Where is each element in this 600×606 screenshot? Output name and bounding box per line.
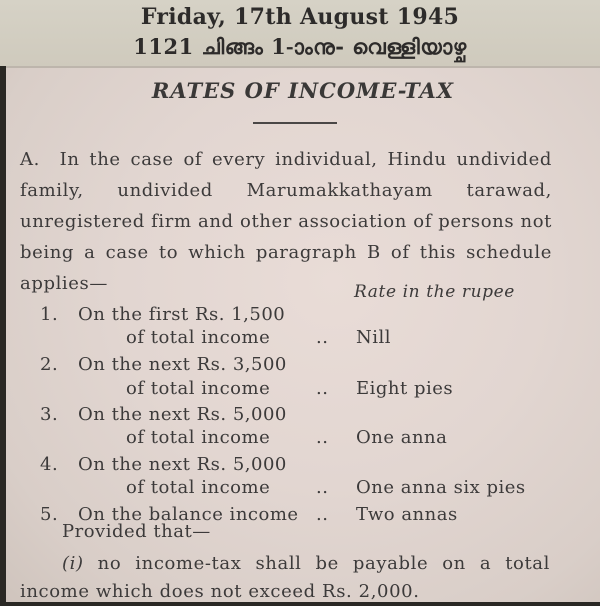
title-divider bbox=[253, 122, 337, 124]
date-header bbox=[0, 0, 600, 66]
row-bracket: On the next Rs. 3,500 bbox=[78, 354, 287, 375]
date-line: Friday, 17th August 1945 bbox=[140, 4, 460, 30]
row-number: 4. bbox=[40, 454, 59, 475]
document-page bbox=[6, 66, 600, 602]
proviso-clause bbox=[20, 550, 550, 606]
leader-dots: .. bbox=[316, 504, 329, 525]
row-bracket: On the next Rs. 5,000 bbox=[78, 404, 287, 425]
leader-dots: .. bbox=[316, 427, 329, 448]
clause-number: (i) bbox=[62, 553, 84, 574]
leader-dots: .. bbox=[316, 477, 329, 498]
row-number: 2. bbox=[40, 354, 59, 375]
row-number: 5. bbox=[40, 504, 59, 525]
paragraph-a bbox=[20, 144, 552, 299]
paragraph-label: A. bbox=[20, 149, 40, 170]
paragraph-text: In the case of every individual, Hindu undivided family, undivided Marumakkathayam tarawad, unregistered firm and other association of persons not being a case to which paragraph B of this schedule applies— bbox=[20, 149, 552, 294]
proviso: Provided that— bbox=[62, 521, 211, 542]
page-title: RATES OF INCOME-TAX bbox=[151, 78, 455, 103]
row-rate: Two annas bbox=[356, 504, 458, 525]
row-number: 1. bbox=[40, 304, 59, 325]
row-rate: One anna bbox=[356, 427, 448, 448]
row-rate: One anna six pies bbox=[356, 477, 526, 498]
row-bracket-suffix: of total income bbox=[126, 477, 271, 498]
row-bracket-suffix: of total income bbox=[126, 427, 271, 448]
row-number: 3. bbox=[40, 404, 59, 425]
clause-text: no income-tax shall be payable on a total income which does not exceed Rs. 2,000. bbox=[20, 553, 550, 602]
leader-dots: .. bbox=[316, 378, 329, 399]
row-rate: Nill bbox=[356, 327, 392, 348]
row-bracket-suffix: of total income bbox=[126, 327, 271, 348]
malayalam-date-line: 1121 ചിങ്ങം 1-ാംനു- വെള്ളിയാഴ്ച bbox=[133, 34, 467, 59]
row-bracket: On the balance income bbox=[78, 504, 299, 525]
rate-column-header: Rate in the rupee bbox=[354, 282, 515, 302]
leader-dots: .. bbox=[316, 327, 329, 348]
row-rate: Eight pies bbox=[356, 378, 454, 399]
row-bracket: On the next Rs. 5,000 bbox=[78, 454, 287, 475]
row-bracket-suffix: of total income bbox=[126, 378, 271, 399]
row-bracket: On the first Rs. 1,500 bbox=[78, 304, 286, 325]
